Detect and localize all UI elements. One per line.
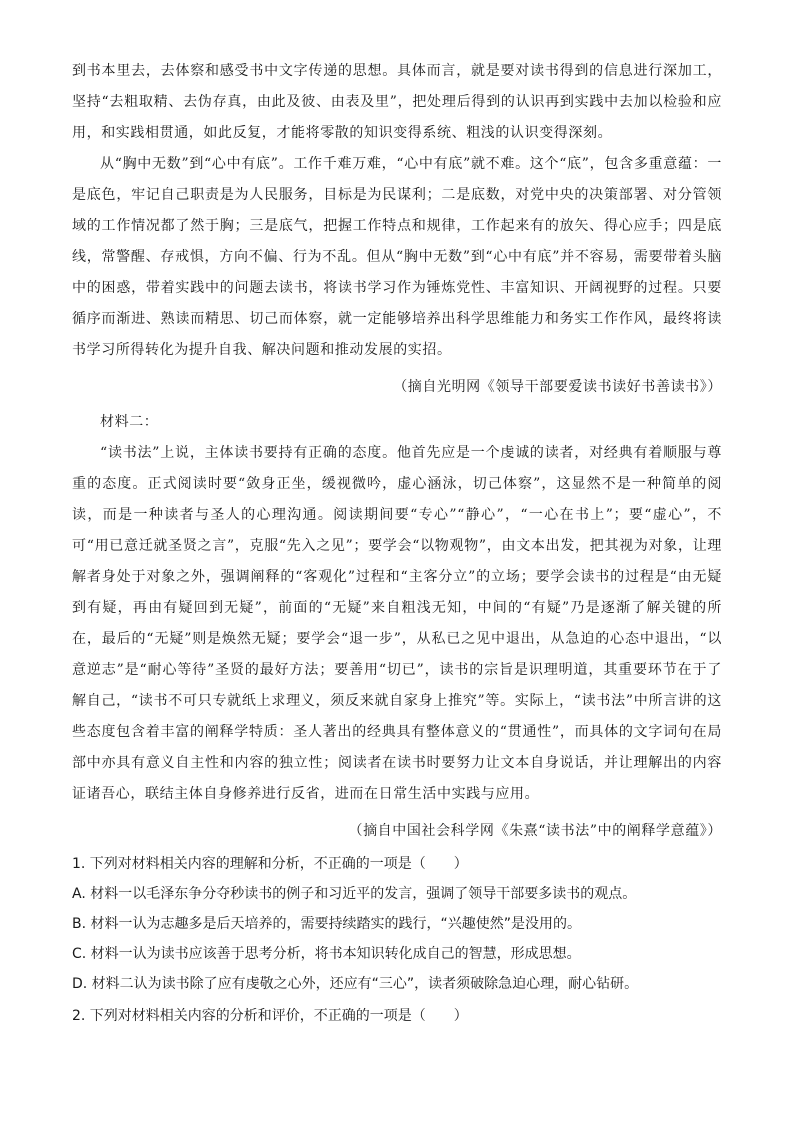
question-two [72, 1001, 722, 1031]
question-one-option-d: D. 材料二认为读书除了应有虔敬之心外，还应有“三心”，读者须破除急迫心理，耐心钻研。 [72, 976, 639, 992]
material-one-paragraph-bottom-line: 从“胸中无数”到“心中有底”。工作千难万难，“心中有底”就不难。这个“底”，包含多重意蕴：一是底色，牢记自己职责是为人民服务，目标是为民谋利；二是底数，对党中央的决策部署、对分管领域的工作情况都了然于胸；三是底气，把握工作特点和规律，工作起来有的放矢、得心应手；四是底线，常警醒、存戒惧，方向不偏、行为不乱。但从“胸中无数”到“心中有底”并不容易，需要带着头脑中的困惑，带着实践中的问题去读书，将读书学习作为锤炼党性、丰富知识、开阔视野的过程。只要循序而渐进、熟读而精思、切己而体察，就一定能够培养出科学思维能力和务实工作作风，最终将读书学习所得转化为提升自我、解决问题和推动发展的实招。 [72, 156, 722, 358]
question-one-title: 1. 下列对材料相关内容的理解和分析，不正确的一项是（ ） [72, 856, 468, 872]
question-one-option-c: C. 材料一认为读书应该善于思考分析，将书本知识转化成自己的智慧，形成思想。 [72, 946, 581, 962]
material-one-section [72, 56, 722, 403]
question-one [72, 849, 722, 999]
material-one-paragraph-continued: 到书本里去，去体察和感受书中文字传递的思想。具体而言，就是要对读书得到的信息进行深加工，坚持“去粗取精、去伪存真，由此及彼、由表及里”，把处理后得到的认识再到实践中去加以检验和应用，和实践相贯通，如此反复，才能将零散的知识变得系统、粗浅的认识变得深刻。 [72, 63, 722, 141]
material-two-source: （摘自中国社会科学网《朱熹“读书法”中的阐释学意蕴》） [348, 823, 722, 839]
question-one-option-a: A. 材料一以毛泽东争分夺秒读书的例子和习近平的发言，强调了领导干部要多读书的观点。 [72, 886, 637, 902]
material-two-section [72, 407, 722, 847]
material-two-heading: 材料二： [100, 414, 159, 430]
document-page [72, 56, 722, 1031]
material-two-paragraph: “读书法”上说，主体读书要持有正确的态度。他首先应是一个虔诚的读者，对经典有着顺服与尊重的态度。正式阅读时要“敛身正坐，缓视微吟，虚心涵泳，切己体察”，这显然不是一种简单的阅读，而是一种读者与圣人的心理沟通。阅读期间要“专心”“静心”，“一心在书上”；要“虚心”，不可“用已意迁就圣贤之言”，克服“先入之见”；要学会“以物观物”，由文本出发，把其视为对象，让理解者身处于对象之外，强调阐释的“客观化”过程和“主客分立”的立场；要学会读书的过程是“由无疑到有疑，再由有疑回到无疑”，前面的“无疑”来自粗浅无知，中间的“有疑”乃是逐渐了解关键的所在，最后的“无疑”则是焕然无疑；要学会“退一步”，从私已之见中退出，从急迫的心态中退出，“以意逆志”是“耐心等待”圣贤的最好方法；要善用“切已”，读书的宗旨是识理明道，其重要环节在于了解自己，“读书不可只专就纸上求理义，须反来就自家身上推究”等。实际上，“读书法”中所言讲的这些态度包含着丰富的阐释学特质：圣人著出的经典具有整体意义的“贯通性”，而具体的文字词句在局部中亦具有意义自主性和内容的独立性；阅读者在读书时要努力让文本自身说话，并让理解出的内容证诸吾心，联结主体自身修养进行反省，进而在日常生活中实践与应用。 [72, 445, 722, 802]
question-two-title: 2. 下列对材料相关内容的分析和评价，不正确的一项是（ ） [72, 1008, 468, 1024]
material-one-source: （摘自光明网《领导干部要爱读书读好书善读书》） [393, 379, 722, 395]
question-one-option-b: B. 材料一认为志趣多是后天培养的，需要持续踏实的践行，“兴趣使然”是没用的。 [72, 916, 582, 932]
